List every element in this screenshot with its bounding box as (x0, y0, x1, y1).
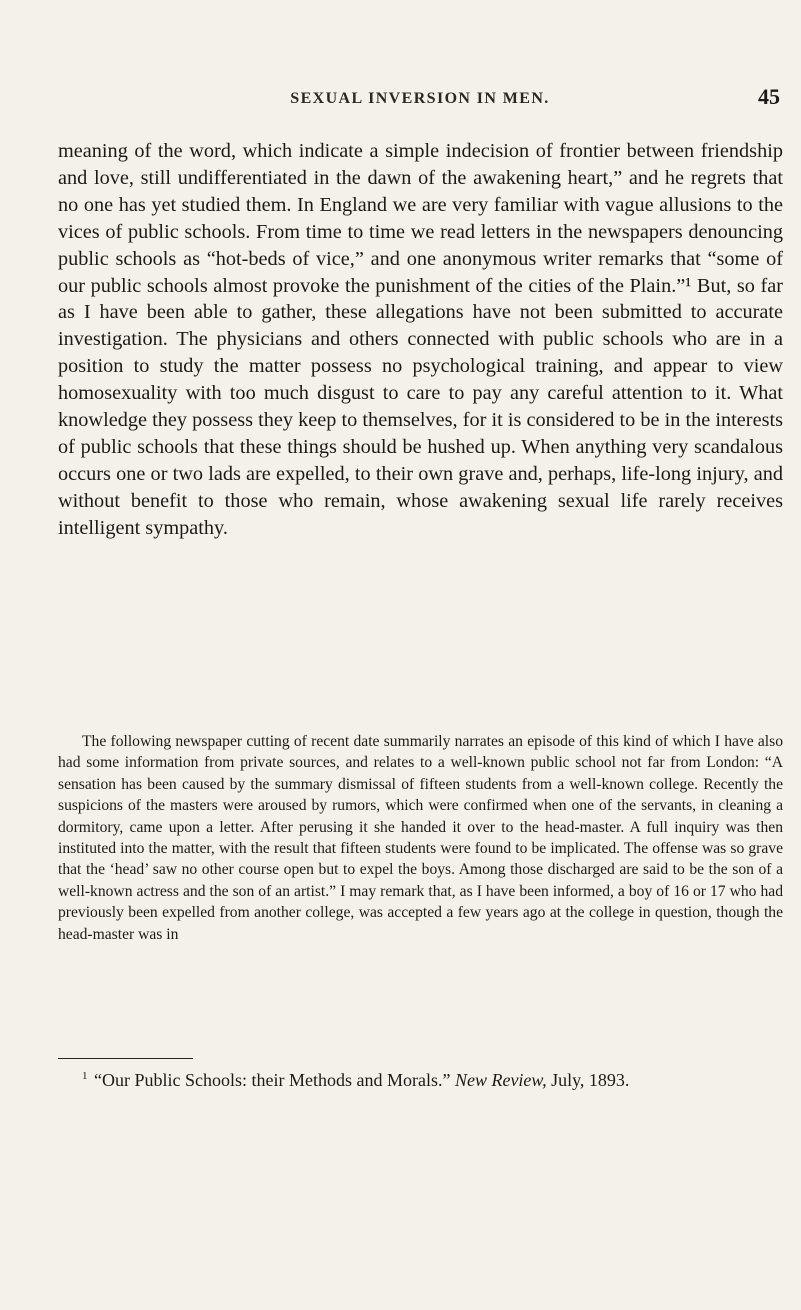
footnote-date: July, 1893. (551, 1070, 630, 1090)
footnote-text: “Our Public Schools: their Methods and Morals.” (94, 1070, 451, 1090)
running-head: SEXUAL INVERSION IN MEN. (290, 90, 550, 107)
footnote-marker: 1 (82, 1070, 88, 1082)
footnote-publication: New Review, (454, 1070, 547, 1090)
main-paragraph: meaning of the word, which indicate a simple indecision of frontier between friendship and love, still undifferentiated in the dawn of the awakening heart,” and he regrets that no one has yet studied them. In England we are very familiar with vague allusions to the vices of public schools. From time to time we read letters in the newspapers denouncing public schools as “hot-beds of vice,” and one anonymous writer remarks that “some of our public schools almost provoke the punishment of the cities of the Plain.”¹ But, so far as I have been able to gather, these allegations have not been submitted to accurate investigation. The physicians and others connected with public schools who are in a position to study the matter possess no psychological training, and appear to view homosexuality with too much disgust to care to pay any careful attention to it. What knowledge they possess they keep to themselves, for it is considered to be in the interests of public schools that these things should be hushed up. When anything very scandalous occurs one or two lads are expelled, to their own grave and, perhaps, life-long injury, and without benefit to those who remain, whose awakening sexual life rarely receives intelligent sympathy. (58, 140, 783, 539)
page-number: 45 (758, 84, 780, 109)
footnote-separator (58, 1058, 193, 1059)
page-header (60, 84, 780, 120)
footnote (58, 1069, 783, 1091)
quoted-paragraph: The following newspaper cutting of recent date summarily narrates an episode of this kind of which I have also had some information from private sources, and relates to a well-known public school not far from London: “A sensation has been caused by the summary dismissal of fifteen students from a well-known college. Recently the suspicions of the masters were aroused by rumors, which were confirmed when one of the servants, in cleaning a dormitory, came upon a letter. After perusing it she handed it over to the head-master. A full inquiry was then instituted into the matter, with the result that fifteen students were found to be implicated. The offense was so grave that the ‘head’ saw no other course open but to expel the boys. Among those discharged are said to be the son of a well-known actress and the son of an artist.” I may remark that, as I have been informed, a boy of 16 or 17 who had previously been expelled from another college, was accepted a few years ago at the college in question, though the head-master was in (58, 733, 783, 943)
